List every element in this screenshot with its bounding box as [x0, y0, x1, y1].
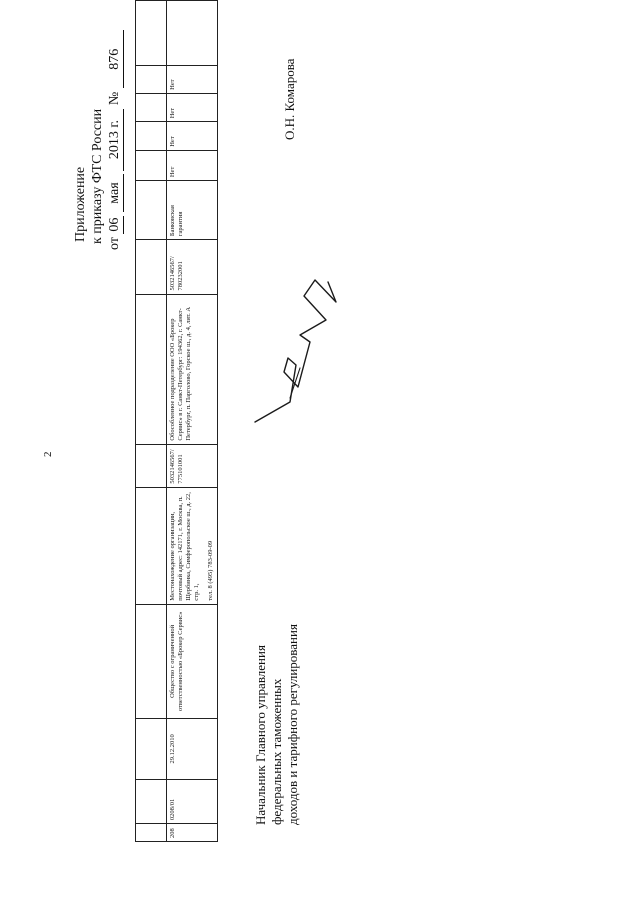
table-cell	[136, 150, 167, 180]
table-cell	[136, 719, 167, 780]
date-month: мая	[106, 174, 124, 212]
cell-no-1: Нет	[167, 150, 218, 180]
address-phone: тел. 8 (495) 783-09-09	[207, 540, 214, 601]
table-cell	[136, 122, 167, 150]
table-cell	[136, 93, 167, 121]
table-row	[167, 1, 218, 842]
appendix-header	[72, 20, 123, 250]
cell-address	[167, 487, 218, 604]
date-day: 06	[107, 217, 122, 232]
appendix-order-ref: к приказу ФТС России	[90, 108, 105, 244]
appendix-title: Приложение	[73, 166, 88, 242]
cell-code: 0208/01	[167, 779, 218, 823]
table-cell	[136, 824, 167, 842]
registry-table	[135, 0, 218, 842]
table-cell	[136, 779, 167, 823]
table-row-blank	[136, 1, 167, 842]
cell-index: 208	[167, 824, 218, 842]
table-cell	[136, 604, 167, 718]
signer-position	[253, 624, 301, 825]
table-cell	[136, 240, 167, 294]
cell-guarantee: Банковская гарантия	[167, 181, 218, 240]
order-number: 876	[106, 30, 124, 88]
cell-inn-kpp-main: 5032146567/ 775101001	[167, 444, 218, 487]
page-number: 2	[42, 451, 54, 457]
appendix-date-line	[106, 20, 123, 250]
signer-title-line: Начальник Главного управления	[253, 645, 268, 825]
signer-title-line: доходов и тарифного регулирования	[285, 624, 300, 825]
handwritten-signature	[252, 270, 338, 460]
cell-inn-kpp-branch: 5032146567/ 780232001	[167, 240, 218, 294]
table-cell	[136, 487, 167, 604]
cell-branch: Обособленное подразделение ООО «Брокер Сервис» в г. Санкт-Петербург: 194362, г. Санкт-Петербург, п. Парголово, Горское ш., д. 4, лит. А	[167, 294, 218, 444]
cell-no-2: Нет	[167, 122, 218, 150]
cell-no-3: Нет	[167, 93, 218, 121]
date-prefix: от	[107, 237, 122, 250]
date-year: 2013 г.	[106, 109, 124, 171]
number-sign: №	[107, 91, 122, 106]
cell-no-4: Нет	[167, 66, 218, 94]
cell-date: 29.12.2010	[167, 719, 218, 780]
table-cell	[167, 1, 218, 66]
address-header: Местонахождение организации,	[169, 511, 176, 601]
table-cell	[136, 294, 167, 444]
table-cell	[136, 1, 167, 66]
table-cell	[136, 66, 167, 94]
table-cell	[136, 444, 167, 487]
signer-title-line: федеральных таможенных	[269, 678, 284, 825]
signer-name: О.Н. Комарова	[282, 58, 297, 140]
cell-org-name: Общество с ограниченной ответственностью «Брокер Сервис»	[167, 604, 218, 718]
address-body: почтовый адрес: 142171, г. Москва, п. Щербинка, Симферопольское ш., д. 22, стр. 1,	[177, 492, 200, 601]
table-cell	[136, 181, 167, 240]
